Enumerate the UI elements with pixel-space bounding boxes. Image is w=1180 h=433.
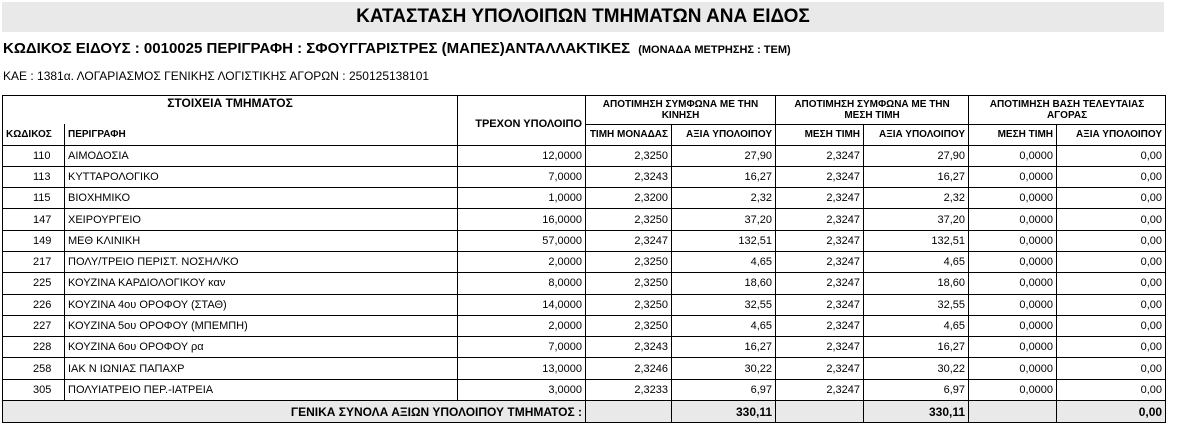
cell-code: 113 [3,166,65,187]
cell-unit-price: 2,3250 [586,209,672,230]
cell-average-price: 2,3247 [776,379,864,400]
cell-description: ΚΟΥΖΙΝΑ ΚΑΡΔΙΟΛΟΓΙΚΟΥ καν [65,273,458,294]
cell-description: ΠΟΛΥ/ΤΡΕΙΟ ΠΕΡΙΣΤ. ΝΟΣΗΛ/ΚΟ [65,251,458,272]
totals-value-movement: 330,11 [672,401,776,423]
header-last-price: ΜΕΣΗ ΤΙΜΗ [969,124,1057,145]
cell-value-movement: 16,27 [672,337,776,358]
header-description: ΠΕΡΙΓΡΑΦΗ [65,124,458,145]
cell-description: ΙΑΚ Ν ΙΩΝΙΑΣ ΠΑΠΑΧΡ [65,358,458,379]
cell-current-balance: 2,0000 [458,315,586,336]
cell-value-movement: 6,97 [672,379,776,400]
cell-value-movement: 16,27 [672,166,776,187]
cell-value-last: 0,00 [1057,294,1166,315]
cell-last-price: 0,0000 [969,273,1057,294]
cell-value-movement: 4,65 [672,315,776,336]
cell-description: ΚΥΤΤΑΡΟΛΟΓΙΚΟ [65,166,458,187]
cell-unit-price: 2,3250 [586,315,672,336]
cell-value-movement: 27,90 [672,145,776,166]
cell-average-price: 2,3247 [776,188,864,209]
cell-value-average: 132,51 [864,230,969,251]
cell-value-last: 0,00 [1057,358,1166,379]
header-balance-value-last: ΑΞΙΑ ΥΠΟΛΟΙΠΟΥ [1057,124,1166,145]
item-code-description: ΚΩΔΙΚΟΣ ΕΙΔΟΥΣ : 0010025 ΠΕΡΙΓΡΑΦΗ : ΣΦΟΥΓΓΑΡΙΣΤΡΕΣ (ΜΑΠΕΣ)ΑΝΤΑΛΛΑΚΤΙΚΕΣ [3,40,631,57]
cell-code: 228 [3,337,65,358]
cell-value-last: 0,00 [1057,188,1166,209]
cell-description: ΑΙΜΟΔΟΣΙΑ [65,145,458,166]
cell-code: 149 [3,230,65,251]
cell-current-balance: 1,0000 [458,188,586,209]
cell-unit-price: 2,3246 [586,358,672,379]
table-row [3,294,1166,315]
cell-last-price: 0,0000 [969,145,1057,166]
table-row [3,145,1166,166]
cell-average-price: 2,3247 [776,166,864,187]
cell-last-price: 0,0000 [969,209,1057,230]
header-dept-data: ΣΤΟΙΧΕΙΑ ΤΜΗΜΑΤΟΣ [3,96,458,125]
cell-value-average: 16,27 [864,337,969,358]
cell-value-last: 0,00 [1057,315,1166,336]
cell-value-movement: 30,22 [672,358,776,379]
cell-value-movement: 37,20 [672,209,776,230]
cell-description: ΚΟΥΖΙΝΑ 4ου ΟΡΟΦΟΥ (ΣΤΑΘ) [65,294,458,315]
cell-value-average: 18,60 [864,273,969,294]
cell-unit-price: 2,3243 [586,166,672,187]
cell-last-price: 0,0000 [969,188,1057,209]
cell-code: 147 [3,209,65,230]
header-balance-value-movement: ΑΞΙΑ ΥΠΟΛΟΙΠΟΥ [672,124,776,145]
header-balance-value-average: ΑΞΙΑ ΥΠΟΛΟΙΠΟΥ [864,124,969,145]
cell-average-price: 2,3247 [776,273,864,294]
totals-value-average: 330,11 [864,401,969,423]
cell-unit-price: 2,3200 [586,188,672,209]
cell-value-last: 0,00 [1057,379,1166,400]
totals-row [3,401,1166,423]
cell-last-price: 0,0000 [969,315,1057,336]
cell-value-last: 0,00 [1057,166,1166,187]
totals-blank-last-price [969,401,1057,423]
cell-value-average: 32,55 [864,294,969,315]
cell-value-last: 0,00 [1057,251,1166,272]
cell-current-balance: 2,0000 [458,251,586,272]
table-row [3,230,1166,251]
cell-value-average: 4,65 [864,251,969,272]
cell-unit-price: 2,3247 [586,230,672,251]
cell-current-balance: 7,0000 [458,337,586,358]
cell-current-balance: 13,0000 [458,358,586,379]
cell-description: ΚΟΥΖΙΝΑ 6ου ΟΡΟΦΟΥ ρα [65,337,458,358]
cell-average-price: 2,3247 [776,358,864,379]
cell-last-price: 0,0000 [969,294,1057,315]
cell-value-movement: 2,32 [672,188,776,209]
table-row [3,166,1166,187]
cell-description: ΚΟΥΖΙΝΑ 5ου ΟΡΟΦΟΥ (ΜΠΕΜΠΗ) [65,315,458,336]
cell-value-last: 0,00 [1057,209,1166,230]
cell-last-price: 0,0000 [969,251,1057,272]
table-row [3,337,1166,358]
table-row [3,379,1166,400]
cell-value-average: 6,97 [864,379,969,400]
table-row [3,209,1166,230]
report-title: ΚΑΤΑΣΤΑΣΗ ΥΠΟΛΟΙΠΩΝ ΤΜΗΜΑΤΩΝ ΑΝΑ ΕΙΔΟΣ [2,2,1164,32]
header-valuation-movement: ΑΠΟΤΙΜΗΣΗ ΣΥΜΦΩΝΑ ΜΕ ΤΗΝ ΚΙΝΗΣΗ [586,96,776,125]
cell-code: 305 [3,379,65,400]
header-current-balance: ΤΡΕΧΟΝ ΥΠΟΛΟΙΠΟ [458,96,586,146]
cell-value-movement: 132,51 [672,230,776,251]
cell-description: ΧΕΙΡΟΥΡΓΕΙΟ [65,209,458,230]
cell-value-movement: 32,55 [672,294,776,315]
cell-code: 258 [3,358,65,379]
cell-value-average: 30,22 [864,358,969,379]
cell-unit-price: 2,3250 [586,145,672,166]
table-row [3,251,1166,272]
balances-table [2,95,1166,423]
cell-value-last: 0,00 [1057,273,1166,294]
cell-average-price: 2,3247 [776,145,864,166]
cell-unit-price: 2,3250 [586,294,672,315]
cell-value-average: 16,27 [864,166,969,187]
totals-value-last: 0,00 [1057,401,1166,423]
cell-current-balance: 16,0000 [458,209,586,230]
cell-code: 225 [3,273,65,294]
cell-value-last: 0,00 [1057,230,1166,251]
cell-average-price: 2,3247 [776,209,864,230]
table-row [3,358,1166,379]
cell-unit-price: 2,3250 [586,251,672,272]
cell-value-movement: 4,65 [672,251,776,272]
unit-of-measure: (ΜΟΝΑΔΑ ΜΕΤΡΗΣΗΣ : ΤΕΜ) [638,44,791,56]
kae-line: ΚΑΕ : 1381α. ΛΟΓΑΡΙΑΣΜΟΣ ΓΕΝΙΚΗΣ ΛΟΓΙΣΤΙΚΗΣ ΑΓΟΡΩΝ : 250125138101 [3,69,430,83]
cell-last-price: 0,0000 [969,337,1057,358]
cell-value-average: 2,32 [864,188,969,209]
cell-unit-price: 2,3243 [586,337,672,358]
cell-value-movement: 18,60 [672,273,776,294]
cell-last-price: 0,0000 [969,230,1057,251]
header-unit-price: ΤΙΜΗ ΜΟΝΑΔΑΣ [586,124,672,145]
header-valuation-last-purchase: ΑΠΟΤΙΜΗΣΗ ΒΑΣΗ ΤΕΛΕΥΤΑΙΑΣ ΑΓΟΡΑΣ [969,96,1166,125]
table-row [3,315,1166,336]
header-valuation-average: ΑΠΟΤΙΜΗΣΗ ΣΥΜΦΩΝΑ ΜΕ ΤΗΝ ΜΕΣΗ ΤΙΜΗ [776,96,969,125]
cell-unit-price: 2,3250 [586,273,672,294]
header-code: ΚΩΔΙΚΟΣ [3,124,65,145]
cell-value-last: 0,00 [1057,337,1166,358]
cell-value-last: 0,00 [1057,145,1166,166]
cell-current-balance: 57,0000 [458,230,586,251]
cell-current-balance: 7,0000 [458,166,586,187]
cell-current-balance: 8,0000 [458,273,586,294]
cell-code: 217 [3,251,65,272]
cell-last-price: 0,0000 [969,358,1057,379]
totals-blank-average-price [776,401,864,423]
cell-current-balance: 12,0000 [458,145,586,166]
totals-label: ΓΕΝΙΚΑ ΣΥΝΟΛΑ ΑΞΙΩΝ ΥΠΟΛΟΙΠΟΥ ΤΜΗΜΑΤΟΣ : [65,401,586,423]
cell-code: 110 [3,145,65,166]
cell-last-price: 0,0000 [969,166,1057,187]
totals-blank-unit-price [586,401,672,423]
cell-code: 115 [3,188,65,209]
cell-current-balance: 3,0000 [458,379,586,400]
header-average-price: ΜΕΣΗ ΤΙΜΗ [776,124,864,145]
cell-code: 226 [3,294,65,315]
cell-average-price: 2,3247 [776,294,864,315]
cell-code: 227 [3,315,65,336]
cell-unit-price: 2,3233 [586,379,672,400]
cell-average-price: 2,3247 [776,230,864,251]
cell-value-average: 27,90 [864,145,969,166]
cell-value-average: 37,20 [864,209,969,230]
cell-average-price: 2,3247 [776,251,864,272]
item-line [3,40,791,57]
cell-average-price: 2,3247 [776,315,864,336]
cell-last-price: 0,0000 [969,379,1057,400]
cell-description: ΒΙΟΧΗΜΙΚΟ [65,188,458,209]
cell-average-price: 2,3247 [776,337,864,358]
cell-current-balance: 14,0000 [458,294,586,315]
table-row [3,188,1166,209]
totals-spacer [3,401,65,423]
cell-description: ΜΕΘ ΚΛΙΝΙΚΗ [65,230,458,251]
table-row [3,273,1166,294]
cell-description: ΠΟΛΥΙΑΤΡΕΙΟ ΠΕΡ.-ΙΑΤΡΕΙΑ [65,379,458,400]
cell-value-average: 4,65 [864,315,969,336]
